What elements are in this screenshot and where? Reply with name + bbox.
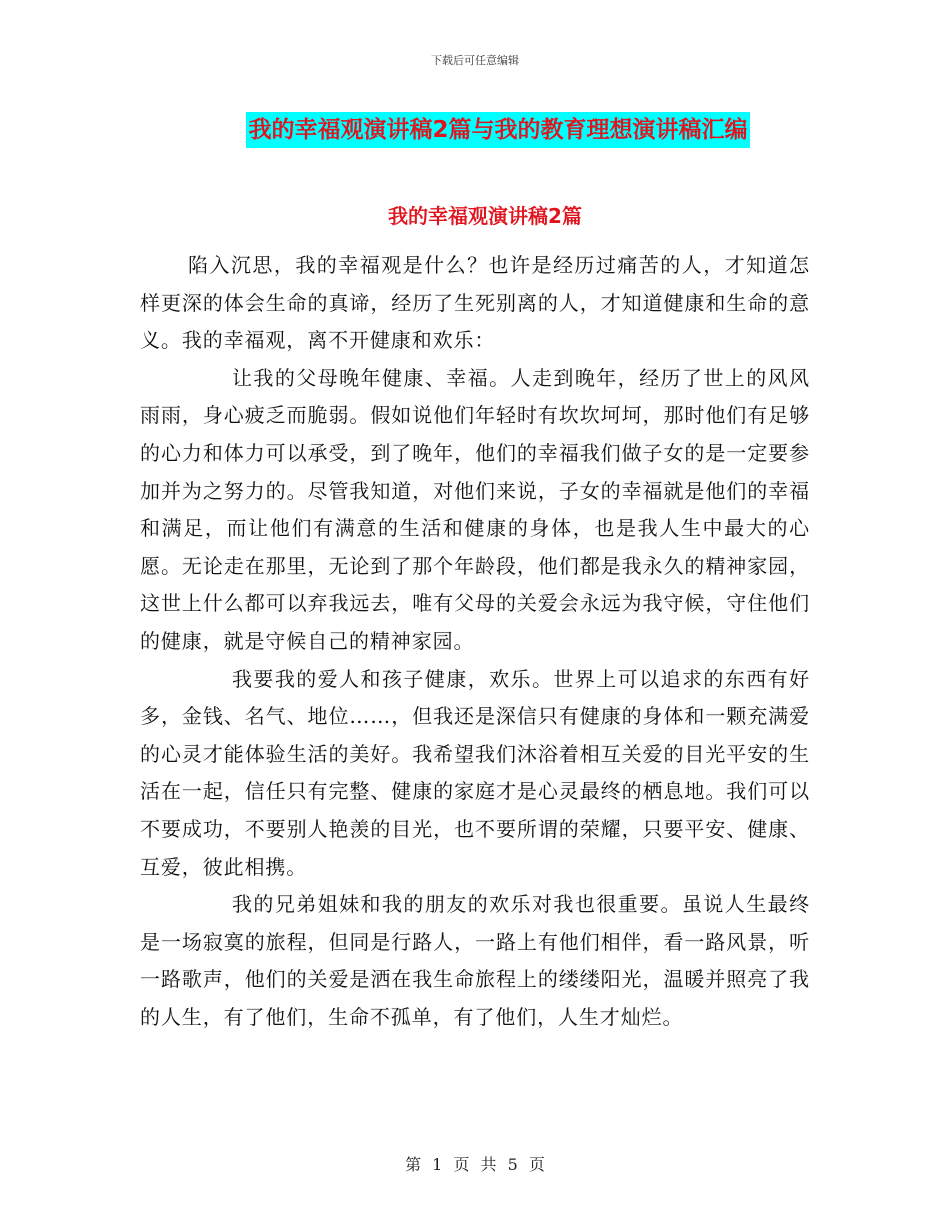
paragraph-2: 让我的父母晚年健康、幸福。人走到晚年，经历了世上的风风雨雨，身心疲乏而脆弱。假如说他们年轻时有坎坎坷坷，那时他们有足够的心力和体力可以承受，到了晚年，他们的幸福我们做子女的是一定要参加并为之努力的。尽管我知道，对他们来说，子女的幸福就是他们的幸福和满足，而让他们有满意的生活和健康的身体，也是我人生中最大的心愿。无论走在那里，无论到了那个年龄段，他们都是我永久的精神家园，这世上什么都可以弃我远去，唯有父母的关爱会永远为我守候，守住他们的健康，就是守候自己的精神家园。 [140, 365, 810, 653]
document-title: 我的幸福观演讲稿2篇与我的教育理想演讲稿汇编 [246, 112, 749, 148]
document-title-container [0, 112, 950, 148]
page-number-footer: 第 1 页 共 5 页 [405, 1155, 545, 1174]
paragraph-3: 我要我的爱人和孩子健康，欢乐。世界上可以追求的东西有好多，金钱、名气、地位……，但我还是深信只有健康的身体和一颗充满爱的心灵才能体验生活的美好。我希望我们沐浴着相互关爱的目光平安的生活在一起，信任只有完整、健康的家庭才是心灵最终的栖息地。我们可以不要成功，不要别人艳羡的目光，也不要所谓的荣耀，只要平安、健康、互爱，彼此相携。 [140, 666, 810, 879]
header-note: 下载后可任意编辑 [431, 54, 519, 67]
paragraph-1: 陷入沉思，我的幸福观是什么？也许是经历过痛苦的人，才知道怎样更深的体会生命的真谛，经历了生死别离的人，才知道健康和生命的意义。我的幸福观，离不开健康和欢乐： [140, 253, 810, 353]
section-title: 我的幸福观演讲稿2篇 [388, 204, 582, 228]
paragraph-4: 我的兄弟姐妹和我的朋友的欢乐对我也很重要。虽说人生最终是一场寂寞的旅程，但同是行路人，一路上有他们相伴，看一路风景，听一路歌声，他们的关爱是洒在我生命旅程上的缕缕阳光，温暖并照亮了我的人生，有了他们，生命不孤单，有了他们，人生才灿烂。 [140, 892, 810, 1029]
document-body [140, 247, 810, 1036]
